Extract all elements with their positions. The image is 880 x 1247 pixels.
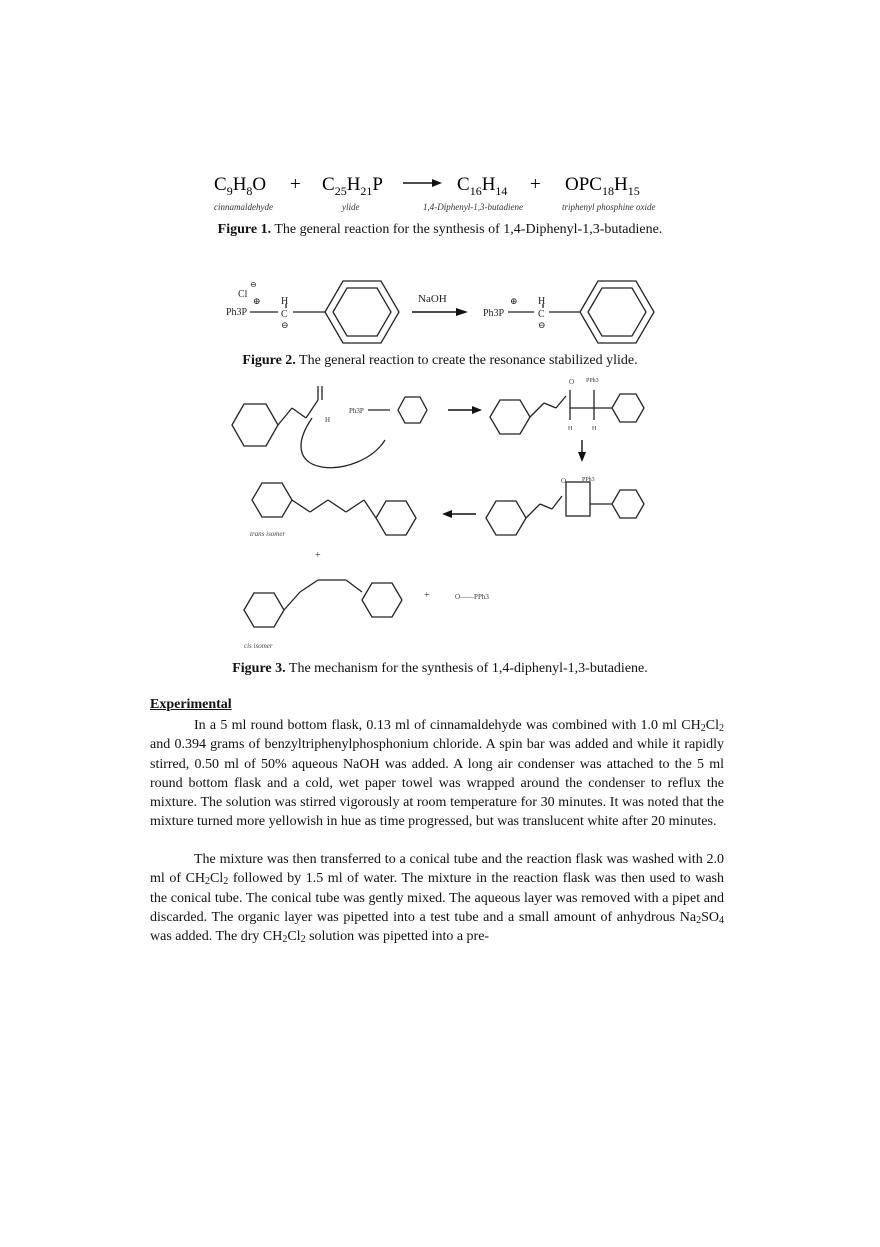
plus-sign: +: [290, 174, 301, 195]
plus-sign: +: [315, 550, 321, 561]
svg-text:⊖: ⊖: [538, 320, 546, 330]
svg-text:⊖: ⊖: [250, 280, 257, 289]
oxaphosphetane-intermediate: [486, 482, 644, 535]
svg-text:H: H: [568, 426, 573, 432]
figure-3-mechanism: [0, 370, 880, 655]
h-label: H: [281, 296, 289, 307]
mechanism-arrow-left: [442, 510, 476, 518]
name-triphenylphosphine-oxide: triphenyl phosphine oxide: [562, 202, 656, 212]
reaction-arrow: [403, 179, 442, 187]
ylide-h-label: H: [538, 296, 546, 307]
ylide-c-label: C: [538, 309, 545, 320]
mechanism-arrow-right: [448, 406, 482, 414]
pph3-mid-label: PPh3: [582, 477, 595, 483]
svg-text:⊖: ⊖: [281, 320, 289, 330]
figure-2-caption: Figure 2. The general reaction to create the resonance stabilized ylide.: [242, 353, 638, 368]
svg-text:H: H: [592, 426, 597, 432]
formula-phosphine-oxide: $OPC_{18}H_{15}$: [565, 174, 640, 198]
formula-ylide: $C_{25}H_{21}P$: [322, 174, 383, 198]
cis-label: cis isomer: [244, 642, 273, 650]
ylide-ph3p-label: Ph3P: [483, 308, 505, 319]
figure-2-ylide-reaction: [0, 270, 880, 350]
betaine-intermediate: [490, 390, 644, 434]
mechanism-arrow-down: [578, 440, 586, 462]
name-ylide: ylide: [342, 202, 360, 212]
o-mid-label: O: [561, 477, 567, 485]
cis-product-structure: [244, 580, 402, 627]
figure-3-caption: Figure 3. The mechanism for the synthesis of 1,4-diphenyl-1,3-butadiene.: [232, 661, 648, 676]
pph3-top-label: PPh3: [586, 378, 599, 384]
plus-sign: +: [530, 174, 541, 195]
name-diphenylbutadiene: 1,4-Diphenyl-1,3-butadiene: [423, 202, 523, 212]
ph3p-label: Ph3P: [226, 307, 248, 318]
reaction-arrow: [412, 308, 468, 316]
experimental-paragraph-2: The mixture was then transferred to a conical tube and the reaction flask was washed with 2.0 ml of $CH_2Cl_2$ followed by 1.5 ml of water. The mixture in the reaction flask was then used to wash the conical tube. The conical tube was gently mixed. The aqueous layer was removed with a pipet and discarded. The organic layer was pipetted into a test tube and a small amount of anhydrous $Na_2SO_4$ was added. The dry $CH_2Cl_2$ solution was pipetted into a pre-: [150, 852, 724, 946]
ylide-label: Ph3P: [349, 407, 364, 415]
naoh-reagent: NaOH: [418, 293, 447, 305]
cinnamaldehyde-structure: [232, 386, 385, 468]
svg-text:⊕: ⊕: [253, 296, 261, 306]
o-top-label: O: [569, 378, 575, 386]
name-cinnamaldehyde: cinnamaldehyde: [214, 202, 273, 212]
chloride-label: Cl: [238, 289, 248, 300]
reaction-equation: [0, 160, 880, 220]
trans-product-structure: [252, 483, 416, 535]
experimental-heading: Experimental: [150, 697, 232, 712]
formula-diphenylbutadiene: $C_{16}H_{14}$: [457, 174, 508, 198]
plus-sign: +: [424, 590, 430, 601]
experimental-paragraph-1: In a 5 ml round bottom flask, 0.13 ml of cinnamaldehyde was combined with 1.0 ml $CH_2Cl_2$ and 0.394 grams of benzyltriphenylphosphonium chloride. A spin bar was added and while it rapidly stirred, 0.50 ml of 50% aqueous NaOH was added. A long air condenser was attached to the 5 ml round bottom flask and a cold, wet paper towel was wrapped around the condenser to reflux the mixture. The solution was stirred vigorously at room temperature for 30 minutes. It was noted that the mixture turned more yellowish in hue as time progressed, but was translucent white after 20 minutes.: [150, 718, 724, 830]
svg-text:⊕: ⊕: [510, 296, 518, 306]
figure-1-caption: Figure 1. The general reaction for the synthesis of 1,4-Diphenyl-1,3-butadiene.: [217, 222, 663, 237]
h-label: H: [325, 416, 331, 424]
trans-label: trans isomer: [250, 530, 286, 538]
c-label: C: [281, 309, 288, 320]
phosphine-oxide-label: O——PPh3: [455, 593, 489, 601]
formula-cinnamaldehyde: $C_9H_8O$: [214, 174, 267, 198]
